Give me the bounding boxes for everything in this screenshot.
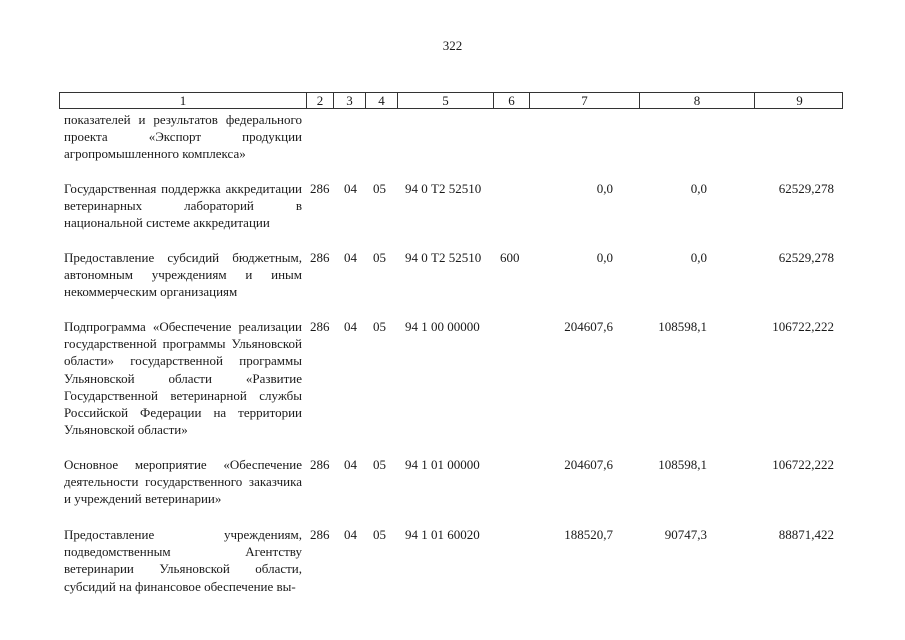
page-number: 322 (442, 38, 463, 53)
cell-col4: 05 (373, 457, 386, 472)
cell-col9: 62529,278 (778, 250, 834, 265)
cell-col5: 94 1 01 00000 (405, 457, 480, 472)
cell-col4: 05 (373, 527, 386, 542)
row-description: Подпрограмма «Обеспечение реализации государственной программы Ульяновской области» государственной программы Ульяновской области «Развитие Государственной ветеринарной службы Российской Федерации на территории Ульяновской области» (64, 319, 302, 438)
cell-col7: 204607,6 (564, 457, 613, 472)
cell-col2: 286 (310, 250, 330, 265)
cell-col9: 62529,278 (778, 181, 834, 196)
cell-col5: 94 1 00 00000 (405, 319, 480, 334)
column-header-6: 6 (493, 93, 529, 108)
column-header-1: 1 (179, 93, 187, 108)
cell-col9: 88871,422 (778, 527, 834, 542)
column-header-5: 5 (397, 93, 493, 108)
cell-col6: 600 (500, 250, 520, 265)
row-description: показателей и результатов федерального проекта «Экспорт продукции агропромышленного комплекса» (64, 112, 302, 162)
cell-col8: 0,0 (690, 181, 707, 196)
column-header-8: 8 (639, 93, 754, 108)
cell-col9: 106722,222 (772, 457, 834, 472)
cell-col8: 90747,3 (664, 527, 707, 542)
cell-col7: 188520,7 (564, 527, 613, 542)
cell-col3: 04 (344, 250, 357, 265)
cell-col9: 106722,222 (772, 319, 834, 334)
row-description: Предоставление учреждениям, подведомственным Агентству ветеринарии Ульяновской области, субсидий на финансовое обеспечение вы- (64, 527, 302, 594)
cell-col2: 286 (310, 319, 330, 334)
row-description: Предоставление субсидий бюджетным, автономным учреждениям и иным некоммерческим организациям (64, 250, 302, 300)
cell-col2: 286 (310, 527, 330, 542)
cell-col4: 05 (373, 250, 386, 265)
cell-col2: 286 (310, 181, 330, 196)
cell-col4: 05 (373, 181, 386, 196)
column-header-4: 4 (365, 93, 397, 108)
cell-col8: 0,0 (690, 250, 707, 265)
column-header-7: 7 (529, 93, 639, 108)
row-description: Государственная поддержка аккредитации ветеринарных лабораторий в национальной системе аккредитации (64, 181, 302, 231)
cell-col3: 04 (344, 527, 357, 542)
cell-col4: 05 (373, 319, 386, 334)
column-header-2: 2 (306, 93, 333, 108)
table-column-header (59, 92, 843, 109)
cell-col8: 108598,1 (658, 319, 707, 334)
cell-col7: 0,0 (596, 181, 613, 196)
cell-col5: 94 0 Т2 52510 (405, 181, 482, 196)
cell-col3: 04 (344, 457, 357, 472)
cell-col2: 286 (310, 457, 330, 472)
row-description: Основное мероприятие «Обеспечение деятельности государственного заказчика и учреждений ветеринарии» (64, 457, 302, 507)
cell-col3: 04 (344, 181, 357, 196)
cell-col5: 94 1 01 60020 (405, 527, 480, 542)
cell-col7: 0,0 (596, 250, 613, 265)
column-header-3: 3 (333, 93, 365, 108)
cell-col7: 204607,6 (564, 319, 613, 334)
cell-col5: 94 0 Т2 52510 (405, 250, 482, 265)
cell-col3: 04 (344, 319, 357, 334)
column-header-9: 9 (754, 93, 844, 108)
cell-col8: 108598,1 (658, 457, 707, 472)
